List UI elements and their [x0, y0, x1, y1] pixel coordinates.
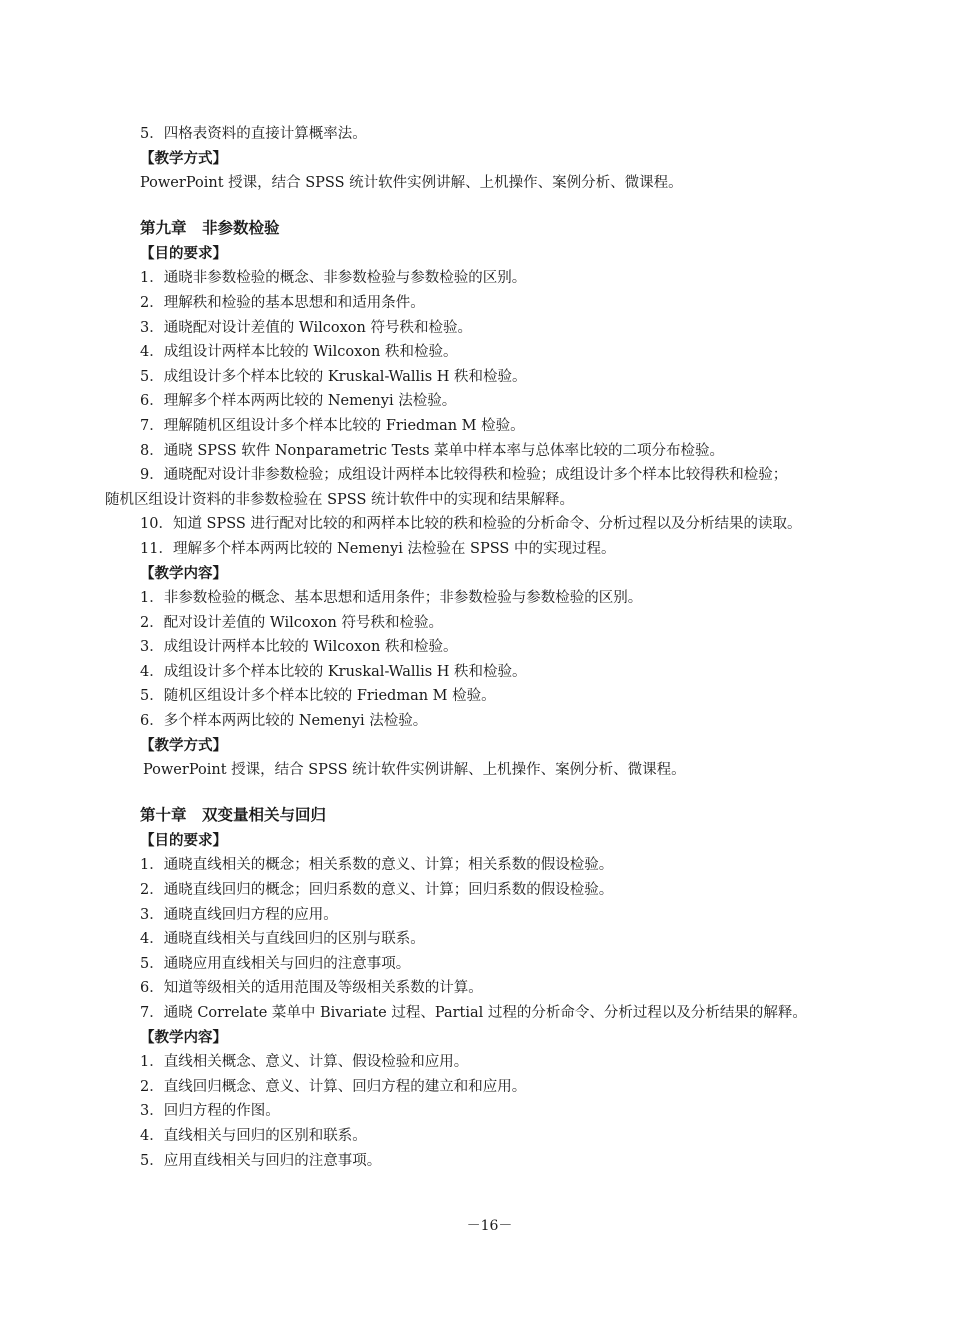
- list-item: 3．通晓配对设计差值的 Wilcoxon 符号秩和检验。: [140, 319, 472, 336]
- list-item: 8．通晓 SPSS 软件 Nonparametric Tests 菜单中样本率与总体率比较的二项分布检验。: [140, 442, 725, 459]
- list-item: 11．理解多个样本两两比较的 Nemenyi 法检验在 SPSS 中的实现过程。: [140, 540, 616, 557]
- list-item: 1．直线相关概念、意义、计算、假设检验和应用。: [140, 1054, 469, 1071]
- list-item: 2．配对设计差值的 Wilcoxon 符号秩和检验。: [140, 614, 443, 631]
- list-item: 4．成组设计两样本比较的 Wilcoxon 秩和检验。: [140, 344, 458, 361]
- list-item-continuation: 随机区组设计资料的非参数检验在 SPSS 统计软件中的实现和结果解释。: [105, 491, 575, 508]
- method-text: PowerPoint 授课，结合 SPSS 统计软件实例讲解、上机操作、案例分析、微课程。: [143, 762, 686, 779]
- section-heading-content: 【教学内容】: [140, 565, 227, 582]
- section-heading-method: 【教学方式】: [140, 737, 227, 754]
- list-item: 1．通晓直线相关的概念；相关系数的意义、计算；相关系数的假设检验。: [140, 857, 614, 874]
- list-item: 5．成组设计多个样本比较的 Kruskal-Wallis H 秩和检验。: [140, 368, 527, 385]
- method-text: PowerPoint 授课，结合 SPSS 统计软件实例讲解、上机操作、案例分析、微课程。: [140, 175, 683, 192]
- list-item: 4．直线相关与回归的区别和联系。: [140, 1127, 367, 1144]
- list-item: 5．四格表资料的直接计算概率法。: [140, 126, 367, 142]
- list-item: 9．通晓配对设计非参数检验；成组设计两样本比较得秩和检验；成组设计多个样本比较得秩和检验；: [140, 467, 788, 484]
- section-heading-method: 【教学方式】: [140, 150, 227, 167]
- chapter-9-title: 第九章 非参数检验: [140, 218, 280, 237]
- list-item: 1．非参数检验的概念、基本思想和适用条件；非参数检验与参数检验的区别。: [140, 590, 643, 607]
- list-item: 2．理解秩和检验的基本思想和和适用条件。: [140, 294, 425, 311]
- list-item: 6．知道等级相关的适用范围及等级相关系数的计算。: [140, 980, 483, 997]
- list-item: 5．随机区组设计多个样本比较的 Friedman M 检验。: [140, 688, 496, 705]
- list-item: 10．知道 SPSS 进行配对比较的和两样本比较的秩和检验的分析命令、分析过程以及分析结果的读取。: [140, 516, 802, 533]
- list-item: 3．成组设计两样本比较的 Wilcoxon 秩和检验。: [140, 639, 458, 656]
- list-item: 4．成组设计多个样本比较的 Kruskal-Wallis H 秩和检验。: [140, 663, 527, 680]
- list-item: 3．回归方程的作图。: [140, 1103, 280, 1120]
- list-item: 2．通晓直线回归的概念；回归系数的意义、计算；回归系数的假设检验。: [140, 882, 614, 899]
- chapter-10-title: 第十章 双变量相关与回归: [140, 805, 327, 824]
- section-heading-requirements: 【目的要求】: [140, 832, 227, 849]
- section-heading-content: 【教学内容】: [140, 1029, 227, 1046]
- list-item: 3．通晓直线回归方程的应用。: [140, 906, 338, 923]
- list-item: 6．多个样本两两比较的 Nemenyi 法检验。: [140, 713, 428, 730]
- list-item: 5．通晓应用直线相关与回归的注意事项。: [140, 955, 411, 972]
- list-item: 7．理解随机区组设计多个样本比较的 Friedman M 检验。: [140, 417, 525, 434]
- list-item: 7．通晓 Correlate 菜单中 Bivariate 过程、Partial 过程的分析命令、分析过程以及分析结果的解释。: [140, 1005, 807, 1021]
- list-item: 6．理解多个样本两两比较的 Nemenyi 法检验。: [140, 393, 457, 410]
- list-item: 4．通晓直线相关与直线回归的区别与联系。: [140, 931, 425, 948]
- page-number: －16－: [466, 1218, 513, 1234]
- list-item: 1．通晓非参数检验的概念、非参数检验与参数检验的区别。: [140, 270, 527, 287]
- section-heading-requirements: 【目的要求】: [140, 245, 227, 262]
- page-content: [105, 122, 875, 1173]
- list-item: 5．应用直线相关与回归的注意事项。: [140, 1152, 382, 1169]
- list-item: 2．直线回归概念、意义、计算、回归方程的建立和和应用。: [140, 1078, 527, 1095]
